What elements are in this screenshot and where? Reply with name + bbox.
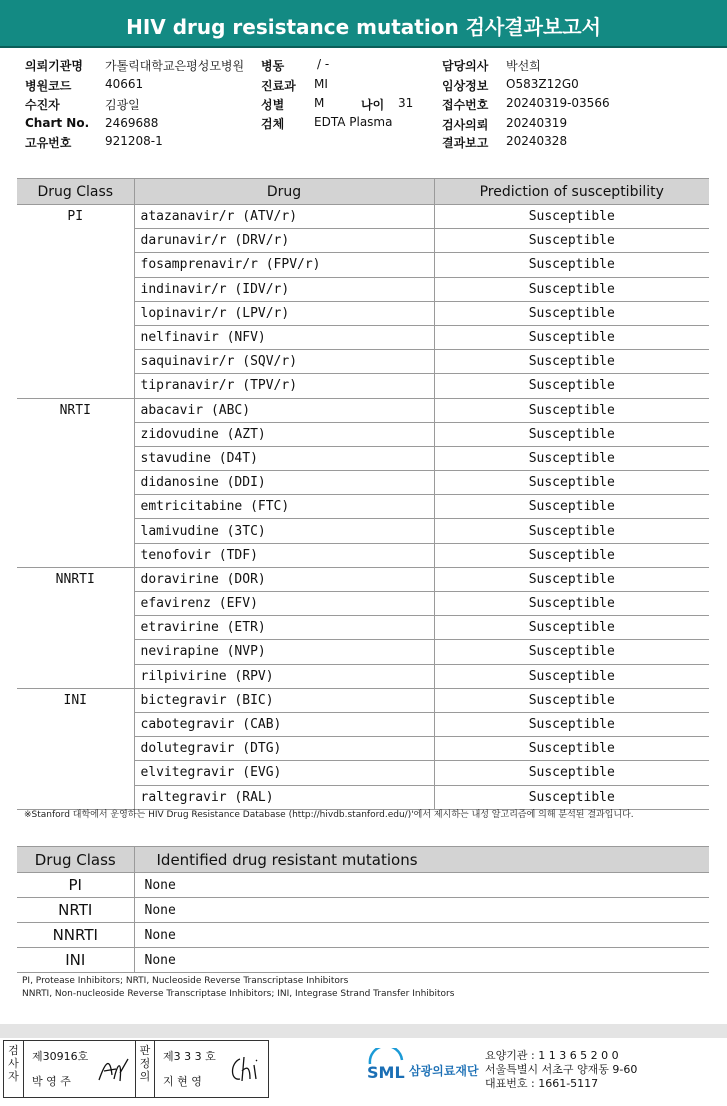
prediction-cell: Susceptible [434, 664, 709, 688]
drug-cell: fosamprenavir/r (FPV/r) [134, 253, 434, 277]
drug-cell: saquinavir/r (SQV/r) [134, 350, 434, 374]
drug-cell: tenofovir (TDF) [134, 543, 434, 567]
drug-cell: zidovudine (AZT) [134, 422, 434, 446]
info-value: M [314, 96, 325, 110]
drug-cell: lopinavir/r (LPV/r) [134, 301, 434, 325]
mutation-cell: None [134, 923, 709, 948]
info-label: 성별 [261, 98, 285, 112]
prediction-cell: Susceptible [434, 640, 709, 664]
info-value: O583Z12G0 [506, 77, 579, 91]
header-drug-class: Drug Class [17, 847, 134, 873]
info-value: 2469688 [105, 116, 159, 130]
header-drug: Drug [134, 179, 434, 205]
info-value: 가톨릭대학교은평성모병원 [105, 59, 245, 73]
info-label: 고유번호 [25, 136, 72, 150]
prediction-cell: Susceptible [434, 205, 709, 229]
mutation-cell: None [134, 948, 709, 973]
info-label: 접수번호 [442, 98, 489, 112]
drug-cell: rilpivirine (RPV) [134, 664, 434, 688]
drug-cell: cabotegravir (CAB) [134, 712, 434, 736]
age-label: 나이 [361, 98, 385, 112]
drug-cell: efavirenz (EFV) [134, 592, 434, 616]
table-row [17, 205, 709, 229]
table-row [17, 567, 709, 591]
drug-cell: emtricitabine (FTC) [134, 495, 434, 519]
prediction-cell: Susceptible [434, 446, 709, 470]
class-cell: PI [17, 873, 134, 898]
reviewer-name: 지 현 영 [163, 1075, 202, 1088]
prediction-cell: Susceptible [434, 616, 709, 640]
mutation-cell: None [134, 898, 709, 923]
org-line: 요양기관 : 1 1 3 6 5 2 0 0 [485, 1049, 619, 1062]
info-value: 20240319-03566 [506, 96, 610, 110]
drug-cell: darunavir/r (DRV/r) [134, 229, 434, 253]
examiner-license: 제30916호 [32, 1050, 89, 1063]
drug-cell: tipranavir/r (TPV/r) [134, 374, 434, 398]
prediction-cell: Susceptible [434, 471, 709, 495]
stanford-note: ※Stanford 대학에서 운영하는 HIV Drug Resistance Database (http://hivdb.stanford.edu/)'에서 제시하는 내성 알고리즘에 의해 분석된 결과입니다. [24, 810, 634, 820]
prediction-cell: Susceptible [434, 350, 709, 374]
reviewer-license: 제3 3 3 호 [163, 1050, 216, 1063]
drug-cell: elvitegravir (EVG) [134, 761, 434, 785]
info-value: 박선희 [506, 59, 541, 73]
examiner-signature-icon [96, 1055, 130, 1085]
examiner-label: 검사자 [4, 1041, 24, 1097]
class-cell: NRTI [17, 898, 134, 923]
table-row [17, 948, 709, 973]
table-row [17, 873, 709, 898]
prediction-cell: Susceptible [434, 422, 709, 446]
logo-name: 삼광의료재단 [409, 1064, 479, 1078]
prediction-cell: Susceptible [434, 688, 709, 712]
info-label: 진료과 [261, 79, 296, 93]
header-prediction: Prediction of susceptibility [434, 179, 709, 205]
drug-cell: lamivudine (3TC) [134, 519, 434, 543]
table-header-row [17, 847, 709, 873]
examiner-name: 박 영 주 [32, 1075, 71, 1088]
info-value: EDTA Plasma [314, 115, 393, 129]
abbreviation-line: NNRTI, Non-nucleoside Reverse Transcriptase Inhibitors; INI, Integrase Strand Transfer Inhibitors [22, 989, 455, 999]
drug-cell: etravirine (ETR) [134, 616, 434, 640]
susceptibility-table [17, 178, 709, 810]
info-value: MI [314, 77, 328, 91]
info-label: 의뢰기관명 [25, 59, 83, 73]
drug-cell: raltegravir (RAL) [134, 785, 434, 809]
drug-cell: didanosine (DDI) [134, 471, 434, 495]
header-drug-class: Drug Class [17, 179, 134, 205]
table-row [17, 923, 709, 948]
org-line: 서울특별시 서초구 양재동 9-60 [485, 1063, 638, 1076]
report-title: HIV drug resistance mutation 검사결과보고서 [126, 15, 601, 39]
info-label: 임상정보 [442, 79, 489, 93]
title-bar [0, 0, 727, 48]
info-value: 921208-1 [105, 134, 163, 148]
footer-separator [0, 1024, 727, 1038]
prediction-cell: Susceptible [434, 398, 709, 422]
drug-class-cell: NRTI [17, 398, 134, 567]
info-value: 김광일 [105, 98, 140, 112]
prediction-cell: Susceptible [434, 277, 709, 301]
info-value: 40661 [105, 77, 144, 91]
prediction-cell: Susceptible [434, 761, 709, 785]
abbreviations [22, 975, 454, 1001]
susceptibility-table-body [17, 205, 709, 810]
logo-abbr: SML [367, 1063, 405, 1082]
prediction-cell: Susceptible [434, 519, 709, 543]
drug-cell: doravirine (DOR) [134, 567, 434, 591]
prediction-cell: Susceptible [434, 495, 709, 519]
info-label: 검체 [261, 117, 285, 131]
prediction-cell: Susceptible [434, 567, 709, 591]
reviewer-signature-icon [226, 1053, 264, 1085]
info-label: 병동 [261, 59, 285, 73]
info-label: 수진자 [25, 98, 60, 112]
info-value: / - [317, 57, 330, 71]
table-row [17, 898, 709, 923]
prediction-cell: Susceptible [434, 785, 709, 809]
prediction-cell: Susceptible [434, 543, 709, 567]
sml-logo [365, 1048, 407, 1090]
age-value: 31 [398, 96, 414, 110]
mutation-cell: None [134, 873, 709, 898]
prediction-cell: Susceptible [434, 737, 709, 761]
info-value: 20240319 [506, 116, 568, 130]
abbreviation-line: PI, Protease Inhibitors; NRTI, Nucleoside Reverse Transcriptase Inhibitors [22, 976, 349, 986]
prediction-cell: Susceptible [434, 592, 709, 616]
sml-logo-icon [365, 1048, 407, 1086]
info-label: 결과보고 [442, 136, 489, 150]
org-info [485, 1049, 637, 1091]
drug-cell: atazanavir/r (ATV/r) [134, 205, 434, 229]
info-label: Chart No. [25, 116, 90, 130]
drug-class-cell: INI [17, 688, 134, 809]
prediction-cell: Susceptible [434, 253, 709, 277]
info-label: 검사의뢰 [442, 118, 489, 132]
drug-class-cell: PI [17, 205, 134, 399]
info-label: 담당의사 [442, 59, 489, 73]
drug-cell: nevirapine (NVP) [134, 640, 434, 664]
drug-cell: abacavir (ABC) [134, 398, 434, 422]
signature-box [3, 1040, 269, 1098]
org-line: 대표번호 : 1661-5117 [485, 1077, 599, 1090]
mutation-table [17, 846, 709, 973]
drug-cell: nelfinavir (NFV) [134, 325, 434, 349]
class-cell: NNRTI [17, 923, 134, 948]
prediction-cell: Susceptible [434, 712, 709, 736]
drug-cell: stavudine (D4T) [134, 446, 434, 470]
drug-cell: indinavir/r (IDV/r) [134, 277, 434, 301]
prediction-cell: Susceptible [434, 301, 709, 325]
reviewer-label: 판정의 [135, 1041, 155, 1097]
drug-cell: bictegravir (BIC) [134, 688, 434, 712]
class-cell: INI [17, 948, 134, 973]
drug-class-cell: NNRTI [17, 567, 134, 688]
header-mutations: Identified drug resistant mutations [134, 847, 709, 873]
prediction-cell: Susceptible [434, 325, 709, 349]
prediction-cell: Susceptible [434, 229, 709, 253]
info-label: 병원코드 [25, 79, 72, 93]
table-header-row [17, 179, 709, 205]
table-row [17, 688, 709, 712]
prediction-cell: Susceptible [434, 374, 709, 398]
info-value: 20240328 [506, 134, 568, 148]
drug-cell: dolutegravir (DTG) [134, 737, 434, 761]
table-row [17, 398, 709, 422]
